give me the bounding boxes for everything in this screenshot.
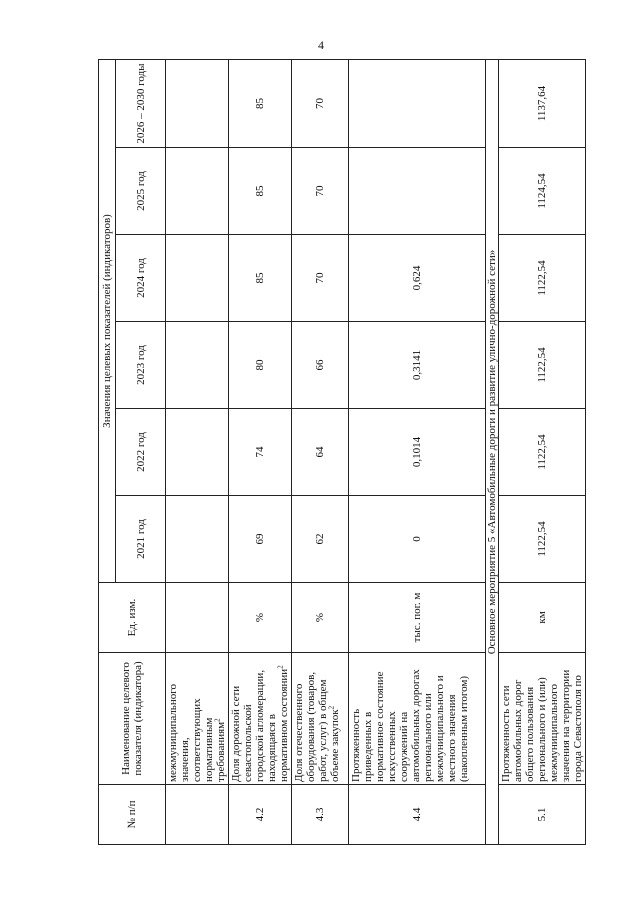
row-unit: км xyxy=(499,583,586,653)
row-indicator-name: Протяженность приведенных в нормативное состояние искусственных сооружений на автомобильных дорогах регионального или межмуниципального и местного значения (накопленным итогом) xyxy=(349,653,486,785)
header-unit: Ед. изм. xyxy=(99,583,166,653)
row-value-2024: 1122,54 xyxy=(499,235,586,322)
row-value-2023: 66 xyxy=(292,322,349,409)
row-unit: тыс. пог. м xyxy=(349,583,486,653)
row-num: 5.1 xyxy=(499,785,586,845)
row-value-2022: 0,1014 xyxy=(349,409,486,496)
row-value-2025 xyxy=(349,148,486,235)
page-number: 4 xyxy=(318,38,324,52)
row-value-2023: 80 xyxy=(229,322,292,409)
row-value-2021: 0 xyxy=(349,496,486,583)
row-value-2024: 0,624 xyxy=(349,235,486,322)
row-value-2025: 85 xyxy=(229,148,292,235)
row-num xyxy=(166,785,229,845)
header-num: № п/п xyxy=(99,785,166,845)
section-header-row xyxy=(486,60,499,845)
row-unit xyxy=(166,583,229,653)
row-value-2025: 1124,54 xyxy=(499,148,586,235)
row-value-2025: 70 xyxy=(292,148,349,235)
row-value-2025 xyxy=(166,148,229,235)
row-value-2024: 70 xyxy=(292,235,349,322)
footnote-ref: 2 xyxy=(327,705,336,710)
table-row xyxy=(499,60,586,845)
row-value-2023 xyxy=(166,322,229,409)
row-indicator-name: Протяженность сети автомобильных дорог общего пользования регионального и (или) межмуниципального значения на территории города Севастополя по xyxy=(499,653,586,785)
row-value-2022 xyxy=(166,409,229,496)
header-year-2025: 2025 год xyxy=(116,148,166,235)
section-title: Основное мероприятие 5 «Автомобильные дороги и развитие улично-дорожной сети» xyxy=(486,60,499,845)
row-num: 4.3 xyxy=(292,785,349,845)
row-value-2024 xyxy=(166,235,229,322)
row-value-2026-2030: 70 xyxy=(292,60,349,148)
row-value-2023: 1122,54 xyxy=(499,322,586,409)
row-unit: % xyxy=(229,583,292,653)
header-year-2023: 2023 год xyxy=(116,322,166,409)
header-indicator-name: Наименование целевого показателя (индикатора) xyxy=(99,653,166,785)
row-value-2022: 1122,54 xyxy=(499,409,586,496)
row-num: 4.4 xyxy=(349,785,486,845)
footnote-ref: 2 xyxy=(213,718,222,722)
row-num: 4.2 xyxy=(229,785,292,845)
row-indicator-name: межмуниципального значения, соответствующих нормативным требованиям$^2$ xyxy=(166,653,229,785)
row-value-2021 xyxy=(166,496,229,583)
header-values-group: Значения целевых показателей (индикаторов) xyxy=(99,60,116,583)
row-value-2026-2030 xyxy=(166,60,229,148)
row-value-2021: 1122,54 xyxy=(499,496,586,583)
row-value-2022: 74 xyxy=(229,409,292,496)
header-year-2021: 2021 год xyxy=(116,496,166,583)
table-row xyxy=(166,60,229,845)
row-value-2022: 64 xyxy=(292,409,349,496)
header-year-2022: 2022 год xyxy=(116,409,166,496)
row-indicator-name: Доля отечественного оборудования (товаров, работ, услуг) в общем объеме закупок$^2$ xyxy=(292,653,349,785)
row-value-2026-2030 xyxy=(349,60,486,148)
row-indicator-name: Доля дорожной сети севастопольской городской агломерации, находящаяся в нормативном состоянии$^2$ xyxy=(229,653,292,785)
table-row xyxy=(292,60,349,845)
header-years-2026-2030: 2026 – 2030 годы xyxy=(116,60,166,148)
target-indicators-table xyxy=(98,59,586,845)
row-value-2021: 69 xyxy=(229,496,292,583)
footnote-ref: 2 xyxy=(276,665,285,669)
rotated-table-container xyxy=(98,60,584,845)
row-unit: % xyxy=(292,583,349,653)
table-row xyxy=(229,60,292,845)
table-row xyxy=(349,60,486,845)
header-year-2024: 2024 год xyxy=(116,235,166,322)
row-value-2021: 62 xyxy=(292,496,349,583)
row-value-2024: 85 xyxy=(229,235,292,322)
row-value-2023: 0,3141 xyxy=(349,322,486,409)
row-value-2026-2030: 1137,64 xyxy=(499,60,586,148)
row-value-2026-2030: 85 xyxy=(229,60,292,148)
